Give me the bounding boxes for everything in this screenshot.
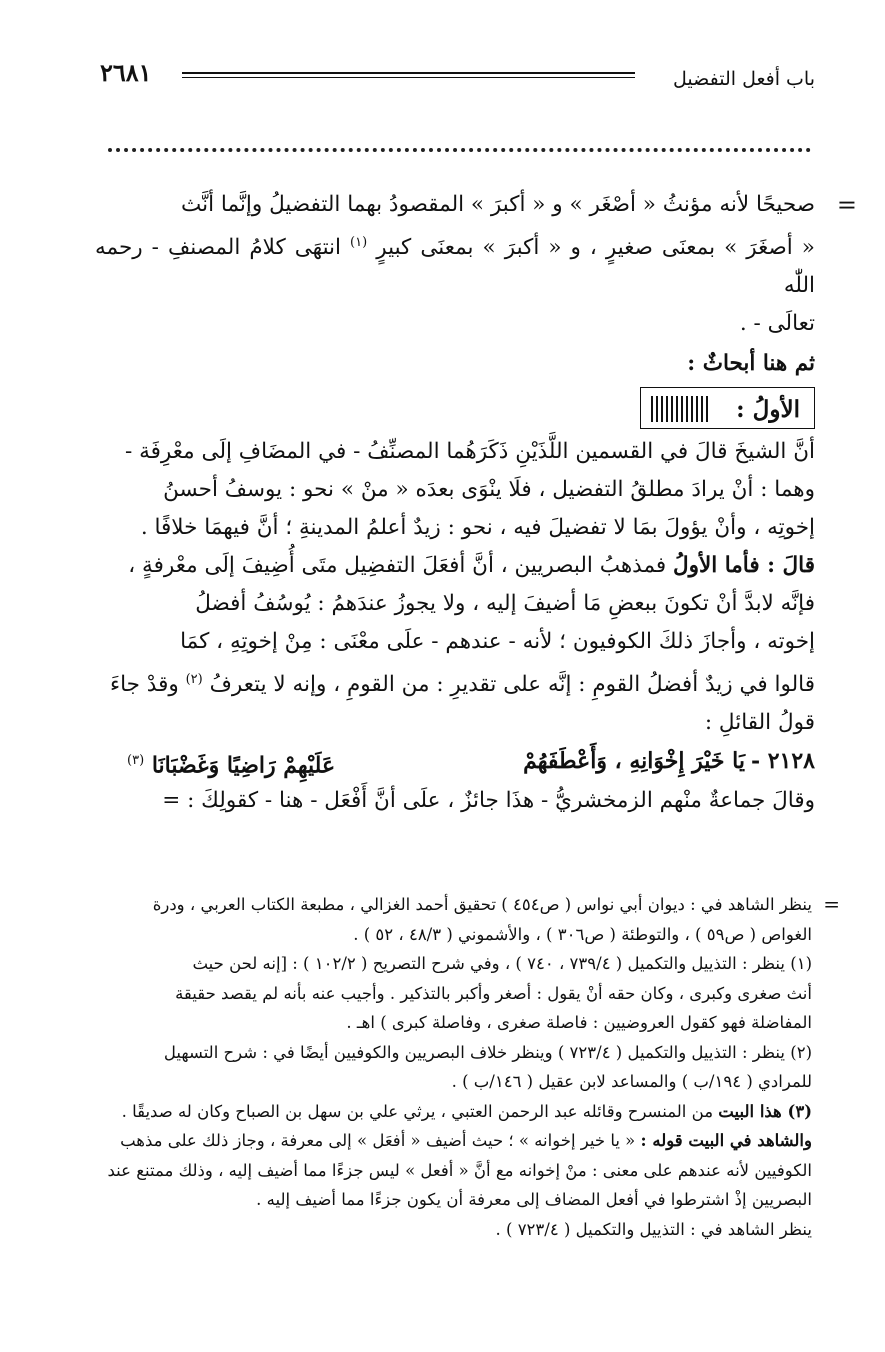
text-line: قولُ القائلِ : xyxy=(704,710,815,736)
header-rule xyxy=(182,72,635,74)
heading-abhath: ثم هنا أبحاثٌ : xyxy=(687,351,815,377)
page-number: ٢٦٨١ xyxy=(100,58,152,87)
section-box xyxy=(640,387,815,429)
page-header xyxy=(100,58,815,98)
section-label: الأولُ : xyxy=(736,396,800,424)
footnote-line: ينظر الشاهد في : التذييل والتكميل ( ٧٢٣/٤ ) . xyxy=(495,1219,812,1239)
footnote-line: الكوفيين لأنه عندهم على معنى : منْ إخوانه مع أنَّ « أفعل » ليس جزءًا مما أضيف إليه ، وذلك ممتنع عند xyxy=(107,1160,812,1180)
footnote-line: (٢) ينظر : التذييل والتكميل ( ٧٢٣/٤ ) وينظر خلاف البصريين والكوفيين أيضًا في : شرح التسهيل xyxy=(163,1042,812,1062)
text-line: وقالَ جماعةٌ منْهم الزمخشريُّ - هذَا جائزٌ ، علَى أنَّ أَفْعَل - هنا - كقولِكَ : = xyxy=(162,788,815,814)
section-ornament xyxy=(651,396,709,422)
text-line: إخوته ، وأجازَ ذلكَ الكوفيون ؛ لأنه - عندهم - علَى معْنَى : مِنْ إخوتِهِ ، كمَا xyxy=(180,629,815,655)
footnote-ref: (٢) xyxy=(185,672,203,688)
section-heading-row xyxy=(95,383,815,433)
text-line: « أصغَرَ » بمعنَى صغيرٍ ، و « أكبرَ » بمعنَى كبيرٍ $^{(١)}$ انتهَى كلامُ المصنفِ - رحمه اللّٰه xyxy=(95,235,815,299)
footnote-line: (٣) هذا البيت من المنسرح وقائله عبد الرحمن العتبي ، يرثي علي بن سهل بن الصباح وكان له صديقًا . xyxy=(121,1101,812,1121)
text-line: صحيحًا لأنه مؤنثُ « أصْغَر » و « أكبرَ » المقصودُ بهما التفضيلُ وإنَّما أنَّث xyxy=(181,192,815,217)
header-rule-thin xyxy=(182,77,635,78)
verse-line xyxy=(95,742,815,782)
footnote-line: للمرادي ( ١٩٤/ب ) والمساعد لابن عقيل ( ١٤٦/ب ) . xyxy=(451,1072,812,1091)
text-line: وهما : أنْ يرادَ مطلقُ التفضيل ، فلَا ينْوَى بعدَه « منْ » نحو : يوسفُ أحسنُ xyxy=(163,477,815,503)
footnote-line: الغواص ( ص٥٩ ) ، والتوطئة ( ص٣٠٦ ) ، والأشموني ( ٤٨/٣ ، ٥٢ ) . xyxy=(353,924,812,944)
footnote-ref: (٣) xyxy=(127,753,145,769)
text-line: قالَ : فأما الأولُ فمذهبُ البصريين ، أنَّ أفعَلَ التفضِيل متَى أُضِيفَ إلَى معْرفةٍ ، xyxy=(128,553,815,579)
footnote-continuation-mark: = xyxy=(823,892,840,916)
text-line: تعالَى - . xyxy=(739,311,815,337)
text-line: أنَّ الشيخَ قالَ في القسمين اللَّذَيْنِ ذَكَرَهُما المصنِّفُ - في المضَافِ إلَى معْرِفَة - xyxy=(125,439,815,465)
footnote-ref: (١) xyxy=(350,235,368,250)
running-title: باب أفعل التفضيل xyxy=(673,68,815,90)
text-line: قالوا في زيدٌ أفضلُ القومِ : إنَّه على تقديرِ : من القومِ ، وإنه لا يتعرفُ $^{(٢)}$ وقدْ جاءَ xyxy=(110,672,815,698)
footnotes xyxy=(100,890,840,1244)
text-line: فإنَّه لابدَّ أنْ تكونَ ببعضِ مَا أضيفَ إليه ، ولا يجوزُ عندَهمُ : يُوسُفُ أفضلُ xyxy=(195,591,815,617)
text-line: إخوتِه ، وأنْ يؤولَ بمَا لا تفضيلَ فيه ، نحو : زيدٌ أعلمُ المدينةِ ؛ أنَّ فيهمَا خلافًا . xyxy=(140,515,815,541)
dotted-separator xyxy=(108,148,811,152)
main-text xyxy=(95,186,857,820)
footnote-line: المفاضلة فهو كقول العروضيين : فاصلة صغرى ، وفاصلة كبرى ) اهـ . xyxy=(346,1013,812,1032)
footnote-line: (١) ينظر : التذييل والتكميل ( ٧٣٩/٤ ، ٧٤٠ ) ، وفي شرح التصريح ( ١٠٢/٢ ) : [إنه لحن حيث xyxy=(192,954,812,973)
footnote-line: أنث صغرى وكبرى ، وكان حقه أنْ يقول : أصغر وأكبر بالتذكير . وأجيب عنه بأنه لم يقصد حقيقة xyxy=(175,983,812,1003)
footnote-line: والشاهد في البيت قوله : « يا خير إخوانه » ؛ حيث أضيف « أفعَل » إلى معرفة ، وجاز ذلك على مذهب xyxy=(120,1131,812,1150)
verse-hemistich-second: عَلَيْهِمْ رَاضِيًا وَغَضْبَانَا $^{(٣)}$ xyxy=(127,752,336,779)
verse-number: ٢١٢٨ - xyxy=(750,748,815,775)
continuation-mark: = xyxy=(836,191,857,219)
verse-hemistich-first: يَا خَيْرَ إِخْوَانِهِ ، وَأَعْطَفَهُمْ xyxy=(523,748,745,775)
footnote-line: ينظر الشاهد في : ديوان أبي نواس ( ص٤٥٤ ) تحقيق أحمد الغزالي ، مطبعة الكتاب العربي ، ودرة xyxy=(152,895,812,914)
footnote-line: البصريين إذْ اشترطوا في أفعل المضاف إلى معرفة أن يكون جزءًا مما أضيف إليه . xyxy=(256,1190,812,1209)
